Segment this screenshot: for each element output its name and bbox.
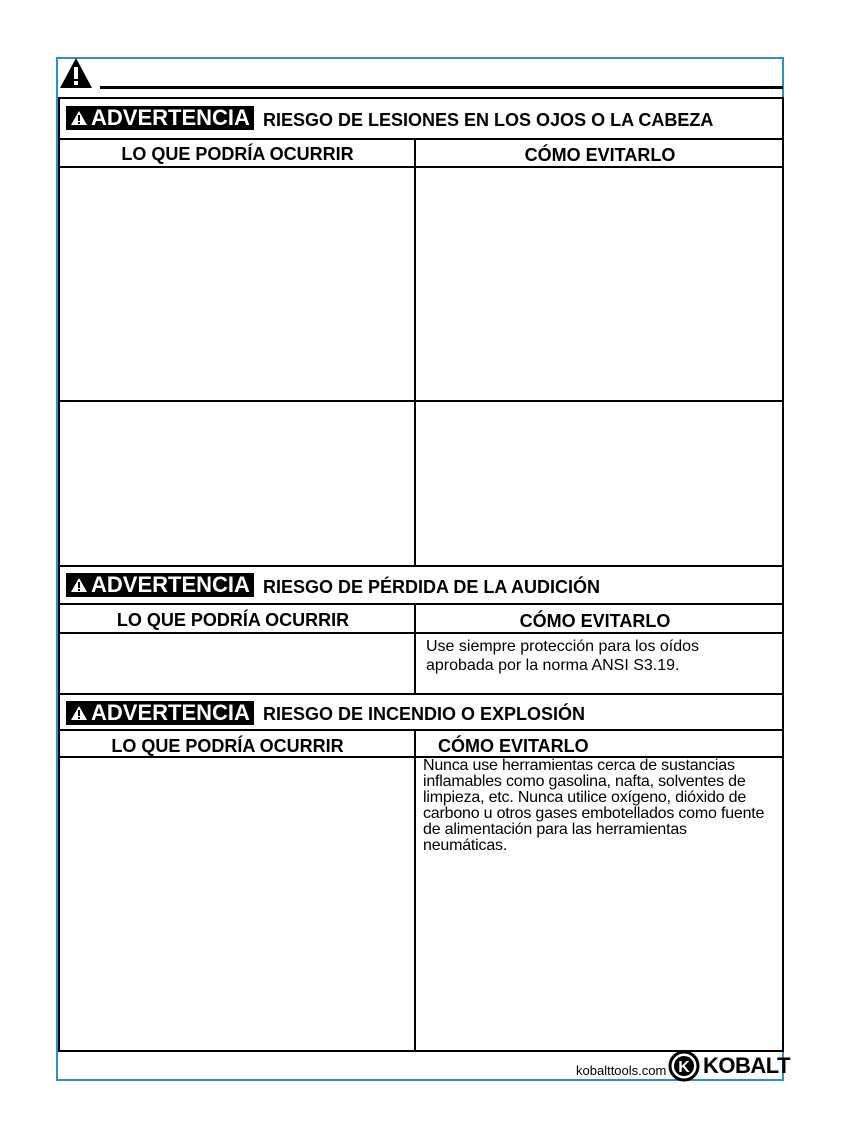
kobalt-logo-icon: [668, 1050, 700, 1082]
brand-name: KOBALT: [703, 1053, 791, 1078]
warning-badge: [66, 573, 254, 597]
logo-letter: K: [678, 1059, 690, 1076]
col-header-right: CÓMO EVITARLO: [519, 611, 671, 631]
badge-label: ADVERTENCIA: [91, 572, 250, 597]
row-right-text: Nunca use herramientas cerca de sustancias inflamables como gasolina, nafta, solventes de limpieza, etc. Nunca utilice oxígeno, dióxido de carbono u otros gases embotellados como fuente de alimentación para las herramientas neumáticas.: [423, 757, 765, 854]
warning-triangle-icon: [70, 577, 88, 593]
divider: [58, 138, 784, 140]
divider: [58, 166, 784, 168]
hazard-title: RIESGO DE INCENDIO O EXPLOSIÓN: [263, 704, 586, 724]
col-header-left: LO QUE PODRÍA OCURRIR: [116, 610, 350, 630]
col-header-right: CÓMO EVITARLO: [524, 145, 676, 165]
col-header-left: LO QUE PODRÍA OCURRIR: [111, 736, 344, 756]
divider: [58, 729, 784, 731]
divider: [58, 400, 784, 402]
warning-triangle-icon: [58, 56, 94, 90]
hazard-title: RIESGO DE LESIONES EN LOS OJOS O LA CABEZA: [263, 110, 714, 130]
kobalt-logo: [668, 1050, 790, 1082]
column-divider: [414, 138, 416, 566]
row-right-text: Use siempre protección para los oídos aprobada por la norma ANSI S3.19.: [426, 638, 700, 674]
warning-badge: [66, 106, 254, 130]
warning-badge: [66, 701, 254, 725]
warning-triangle-icon: [70, 705, 88, 721]
header-rule: [100, 86, 783, 89]
hazard-title: RIESGO DE PÉRDIDA DE LA AUDICIÓN: [263, 577, 601, 597]
column-divider: [414, 729, 416, 1051]
divider: [58, 632, 784, 634]
col-header-left: LO QUE PODRÍA OCURRIR: [121, 144, 354, 164]
warning-triangle-icon: [70, 110, 88, 126]
divider: [58, 565, 784, 567]
badge-label: ADVERTENCIA: [91, 105, 250, 130]
divider: [58, 603, 784, 605]
footer-url: kobalttools.com: [576, 1063, 667, 1078]
badge-label: ADVERTENCIA: [91, 700, 250, 725]
col-header-right: CÓMO EVITARLO: [438, 736, 589, 756]
column-divider: [414, 603, 416, 694]
divider: [58, 693, 784, 695]
